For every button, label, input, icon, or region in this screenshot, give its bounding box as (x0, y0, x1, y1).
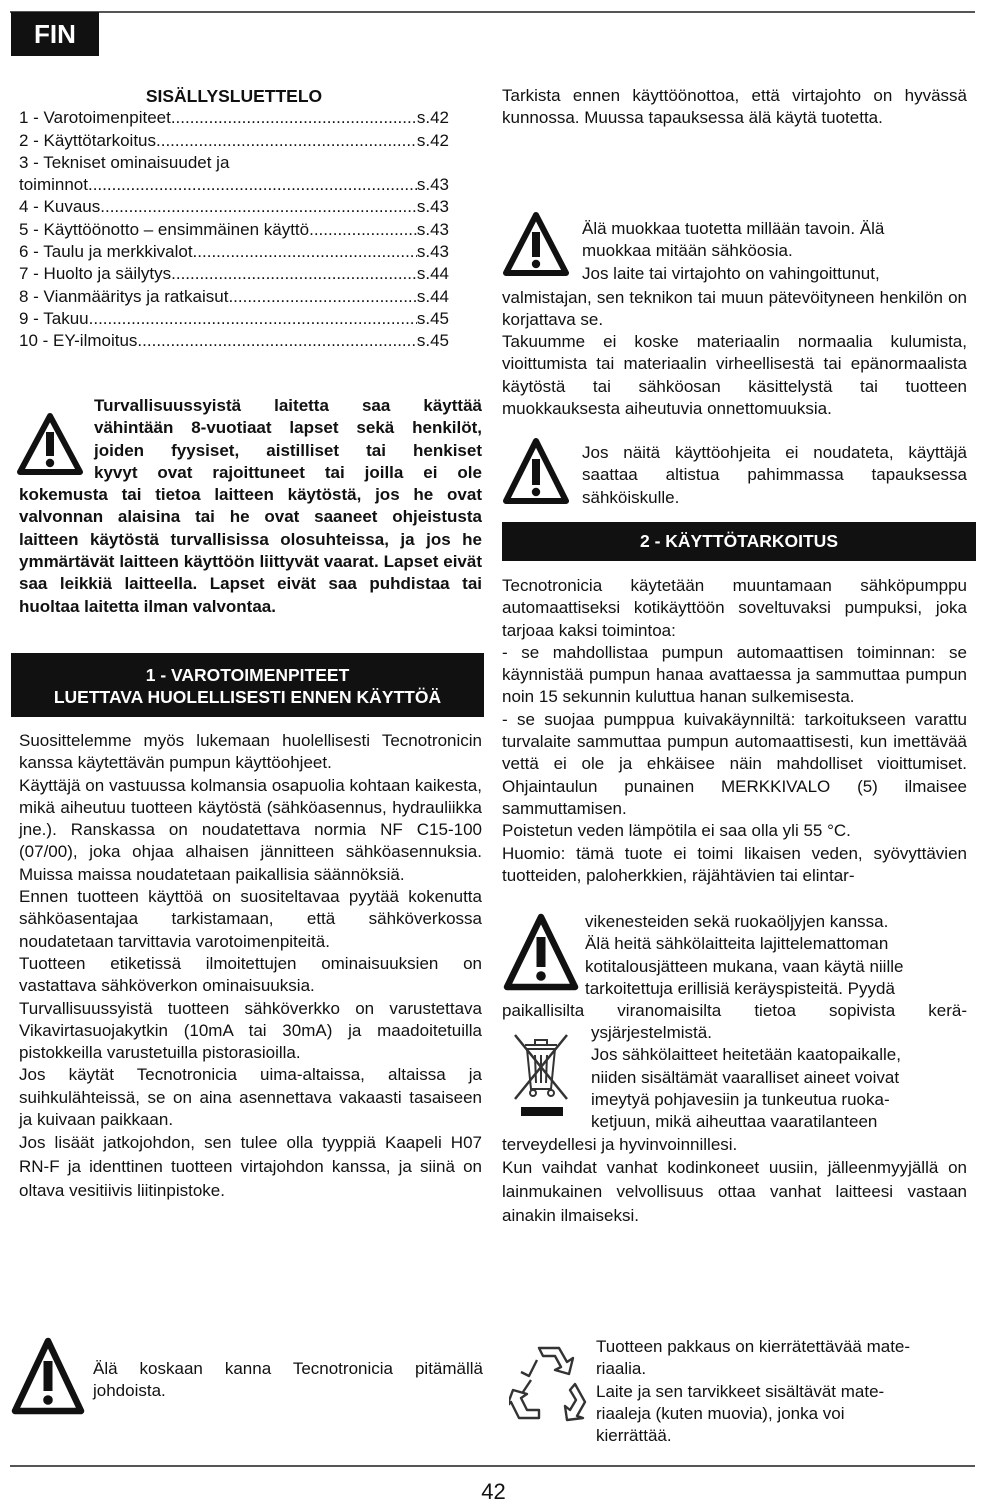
recycle-text: Kun vaihdat vanhat kodinkoneet uusiin, jälleenmyyjällä on lainmukainen velvollisuus ottaa vanhat laitteesi vastaan ainakin ilmaiseksi. (502, 1158, 967, 1225)
section-1-header (11, 653, 484, 717)
text-line: Laite ja sen tarvikkeet sisältävät mate- (596, 1381, 885, 1401)
toc-item-page: s.43 (416, 197, 449, 217)
toc-item (19, 330, 449, 352)
toc-item-page: s.43 (416, 219, 449, 239)
section-1-title: 1 - VAROTOIMENPITEET (145, 665, 350, 685)
paragraph: Jos lisäät jatkojohdon, sen tulee olla tyyppiä Kaapeli H07 RN-F ja identtinen tuotteen virtajohdon kanssa, ja siinä on oltava vesitiivis liitinpistoke. (19, 1133, 482, 1201)
toc-item-label: 3 - Tekniset ominaisuudet ja (19, 152, 230, 172)
safety-warning-rest: kokemusta tai tietoa laitteen käytöstä, jos he ovat valvonnan alaisina tai he ovat saaneet ohjeistusta laitteen käytöstä turvallisissa olosuhteissa, ja jos he ymmärtävät laitteen käyttöön liittyvät vaarat. Lapset eivät saa leikkiä laitteella. Lapset eivät saa puhdistaa tai huoltaa laitetta ilman valvontaa. (19, 485, 482, 616)
page-number: 42 (481, 1479, 506, 1504)
paragraph: Huomio: tämä tuote ei toimi likaisen veden, syövyttävien tuotteiden, paloherkkien, räjähtävien tai elintar- (502, 843, 967, 885)
text-line: tarkoitettuja erillisiä keräyspisteitä. Pyydä (585, 978, 895, 998)
paragraph: - se mahdollistaa pumpun automaattisen toiminnan: se käynnistää pumpun hanaa avattaessa ja sammuttaa pumpun noin 15 sekunnin kuluttua hanan sulkemisesta. (502, 642, 967, 707)
section-2-body (502, 575, 967, 887)
toc-item-page: s.43 (416, 175, 449, 195)
modify-warning-rest: valmistajan, sen teknikon tai muun pätevöityneen henkilön on korjattava se. (502, 288, 967, 330)
toc-item (19, 219, 449, 241)
text-line: Tuotteen pakkaus on kierrätettävää mate- (596, 1337, 911, 1356)
text-line: riaaleja (kuten muovia), jonka voi (596, 1403, 845, 1423)
text-line: ysjärjestelmistä. (591, 1023, 712, 1042)
toc-item (19, 241, 449, 263)
toc-item-label: 9 - Takuu (19, 308, 89, 328)
text-line: vikenesteiden sekä ruokaöljyjen kanssa. (585, 912, 889, 931)
text-line: ketjuun, mikä aiheuttaa vaaratilanteen (591, 1112, 878, 1132)
text-line: Älä muokkaa tuotetta millään tavoin. Älä (582, 219, 885, 238)
text-line: Älä heitä sähkölaitteita lajittelemattoman (585, 934, 889, 954)
toc-leader (171, 107, 417, 129)
warning-icon (11, 1337, 85, 1417)
toc-leader (228, 286, 416, 308)
modify-warning-lines (582, 218, 967, 285)
toc-item-page: s.43 (416, 242, 449, 262)
paragraph: Turvallisuussyistä tuotteen sähköverkko on varustettava Vikavirtasuojakytkin (10mA tai 30mA) ja maadoitetuilla pistokkeilla varustetuilla pistorasioilla. (19, 998, 482, 1063)
bottom-rule (10, 1465, 975, 1467)
toc-leader (89, 308, 417, 330)
text-line: joiden fyysiset, aistilliset tai henkiset (94, 440, 482, 460)
liability-text: Takuumme ei koske materiaalin normaalia kulumista, vioittumista tai materiaalin virheellisestä tai epänormaalista käytöstä tai sähköosan käsittelystä tai tuotteen muokkauksesta aiheutuvia onnettomuuksia. (502, 332, 967, 418)
toc-item (19, 107, 449, 129)
toc-item-page: s.42 (416, 108, 449, 128)
toc-item-page: s.44 (416, 286, 449, 306)
toc-item-page: s.42 (416, 130, 449, 150)
toc-leader (137, 330, 416, 352)
paragraph: Käyttäjä on vastuussa kolmansia osapuolia kohtaan kaikesta, mikä aiheutuu tuotteen käytöstä (sähköasennus, hydrauliikka jne.). Ranskassa on noudatettava normia NF C15-100 (07/00), joka ohjaa alhaisen jännitteen sähköasennuksia. Muissa maissa noudatetaan paikallisia säännöksiä. (19, 775, 482, 884)
paragraph: Jos käytät Tecnotronicia uima-altaissa, altaissa ja suihkulähteissä, se on aina asennettava vakaasti tasaiseen ja kuivaan paikkaan. (19, 1065, 482, 1130)
toc-leader (171, 263, 417, 285)
paragraph: Suosittelemme myös lukemaan huolellisesti Tecnotronicin kanssa käytettävän pumpun käyttöohjeet. (19, 731, 482, 773)
text-line: vähintään 8-vuotiaat lapset sekä henkilöt, (94, 418, 482, 438)
section-1-body (19, 730, 482, 1203)
top-rule (10, 11, 975, 13)
food-rest-line: paikallisilta viranomaisilta tietoa sopivista kerä- (502, 1001, 967, 1020)
toc-item-label: 6 - Taulu ja merkkivalot (19, 242, 193, 262)
toc-item-label: 4 - Kuvaus (19, 197, 101, 217)
warning-icon (503, 913, 579, 993)
toc-item-page: s.44 (416, 264, 449, 284)
toc-leader (88, 174, 417, 196)
shock-warning: Jos näitä käyttöohjeita ei noudateta, käyttäjä saattaa altistua pahimmassa tapauksessa sähköiskulle. (582, 443, 967, 507)
toc-leader (100, 196, 417, 218)
toc-item (19, 196, 449, 218)
toc-title: SISÄLLYSLUETTELO (145, 86, 323, 106)
toc-item (19, 174, 449, 196)
text-line: muokkaa mitään sähköosia. (582, 241, 793, 261)
section-2-header: 2 - KÄYTTÖTARKOITUS (502, 522, 976, 561)
toc-item-page: s.45 (416, 308, 449, 328)
toc-leader (193, 241, 417, 263)
toc-item-label: 1 - Varotoimenpiteet (19, 108, 171, 128)
text-line: kierrättää. (596, 1426, 672, 1446)
paragraph: - se suojaa pumppua kuivakäynniltä: tarkoitukseen varattu turvalaite sammuttaa pumpun automaattisesti, kun imettävää vettä ei ole ja ehkäisee näin mahdolliset vioittumiset. Ohjaintaulun punainen MERKKIVALO (5) ilmaisee sammuttamisen. (502, 709, 967, 818)
text-line: niiden sisältämät vaaralliset aineet voivat (591, 1067, 900, 1087)
text-line: riaalia. (596, 1359, 647, 1379)
toc-item-label: toiminnot (19, 175, 88, 195)
paragraph: Tecnotronicia käytetään muuntamaan sähköpumppu automaattiseksi kotikäyttöön soveltuvaksi pumpuksi, joka tarjoaa kaksi toimintoa: (502, 576, 967, 640)
toc-item-label: 8 - Vianmääritys ja ratkaisut (19, 286, 229, 306)
carry-warning: Älä koskaan kanna Tecnotronicia pitämällä johdoista. (93, 1359, 483, 1401)
safety-warning (19, 395, 482, 618)
paragraph: Poistetun veden lämpötila ei saa olla yli 55 °C. (502, 821, 851, 841)
toc-item-label: 7 - Huolto ja säilytys (19, 264, 172, 284)
weee-rest: terveydellesi ja hyvinvoinnillesi. (502, 1135, 738, 1154)
paragraph: Tuotteen etiketissä ilmoitettujen ominaisuuksien on vastattava sähköverkon ominaisuuksia. (19, 953, 482, 996)
section-1-subtitle: LUETTAVA HUOLELLISESTI ENNEN KÄYTTÖÄ (53, 687, 442, 707)
crossed-bin-icon (511, 1027, 571, 1119)
paragraph: Ennen tuotteen käyttöä on suositeltavaa pyytää kokenutta sähköasentajaa tarkistamaan, että sähköverkossa noudatetaan tarvittavia varotoimenpiteitä. (19, 887, 482, 951)
warning-icon (503, 437, 569, 507)
toc-leader (156, 130, 417, 152)
language-label: FIN (11, 12, 99, 56)
text-line: imeytyä pohjavesiin ja tunkeutua ruoka- (591, 1089, 890, 1109)
packaging-lines (596, 1336, 967, 1447)
toc-item (19, 263, 449, 285)
check-cable-text: Tarkista ennen käyttöönottoa, että virtajohto on hyvässä kunnossa. Muussa tapauksessa älä käytä tuotetta. (502, 86, 967, 128)
toc-item-label: 2 - Käyttötarkoitus (19, 130, 157, 150)
table-of-contents (19, 85, 449, 353)
text-line: Jos laite tai virtajohto on vahingoittunut, (582, 263, 880, 283)
toc-item (19, 308, 449, 330)
text-line: Turvallisuussyistä laitetta saa käyttää (94, 396, 482, 415)
toc-item (19, 152, 449, 174)
toc-item-label: 10 - EY-ilmoitus (19, 331, 138, 351)
food-lines (585, 911, 967, 1000)
recycle-icon (509, 1340, 589, 1424)
toc-item (19, 286, 449, 308)
toc-item-label: 5 - Käyttöönotto – ensimmäinen käyttö (19, 219, 310, 239)
toc-item-page: s.45 (416, 331, 449, 351)
text-line: kotitalousjätteen mukana, vaan käytä niille (585, 956, 904, 976)
weee-lines (591, 1022, 967, 1133)
warning-icon (503, 211, 569, 279)
toc-item (19, 130, 449, 152)
toc-leader (309, 219, 417, 241)
text-line: Jos sähkölaitteet heitetään kaatopaikalle, (591, 1045, 901, 1065)
text-line: kyvyt ovat rajoittuneet tai joilla ei ole (94, 462, 482, 482)
